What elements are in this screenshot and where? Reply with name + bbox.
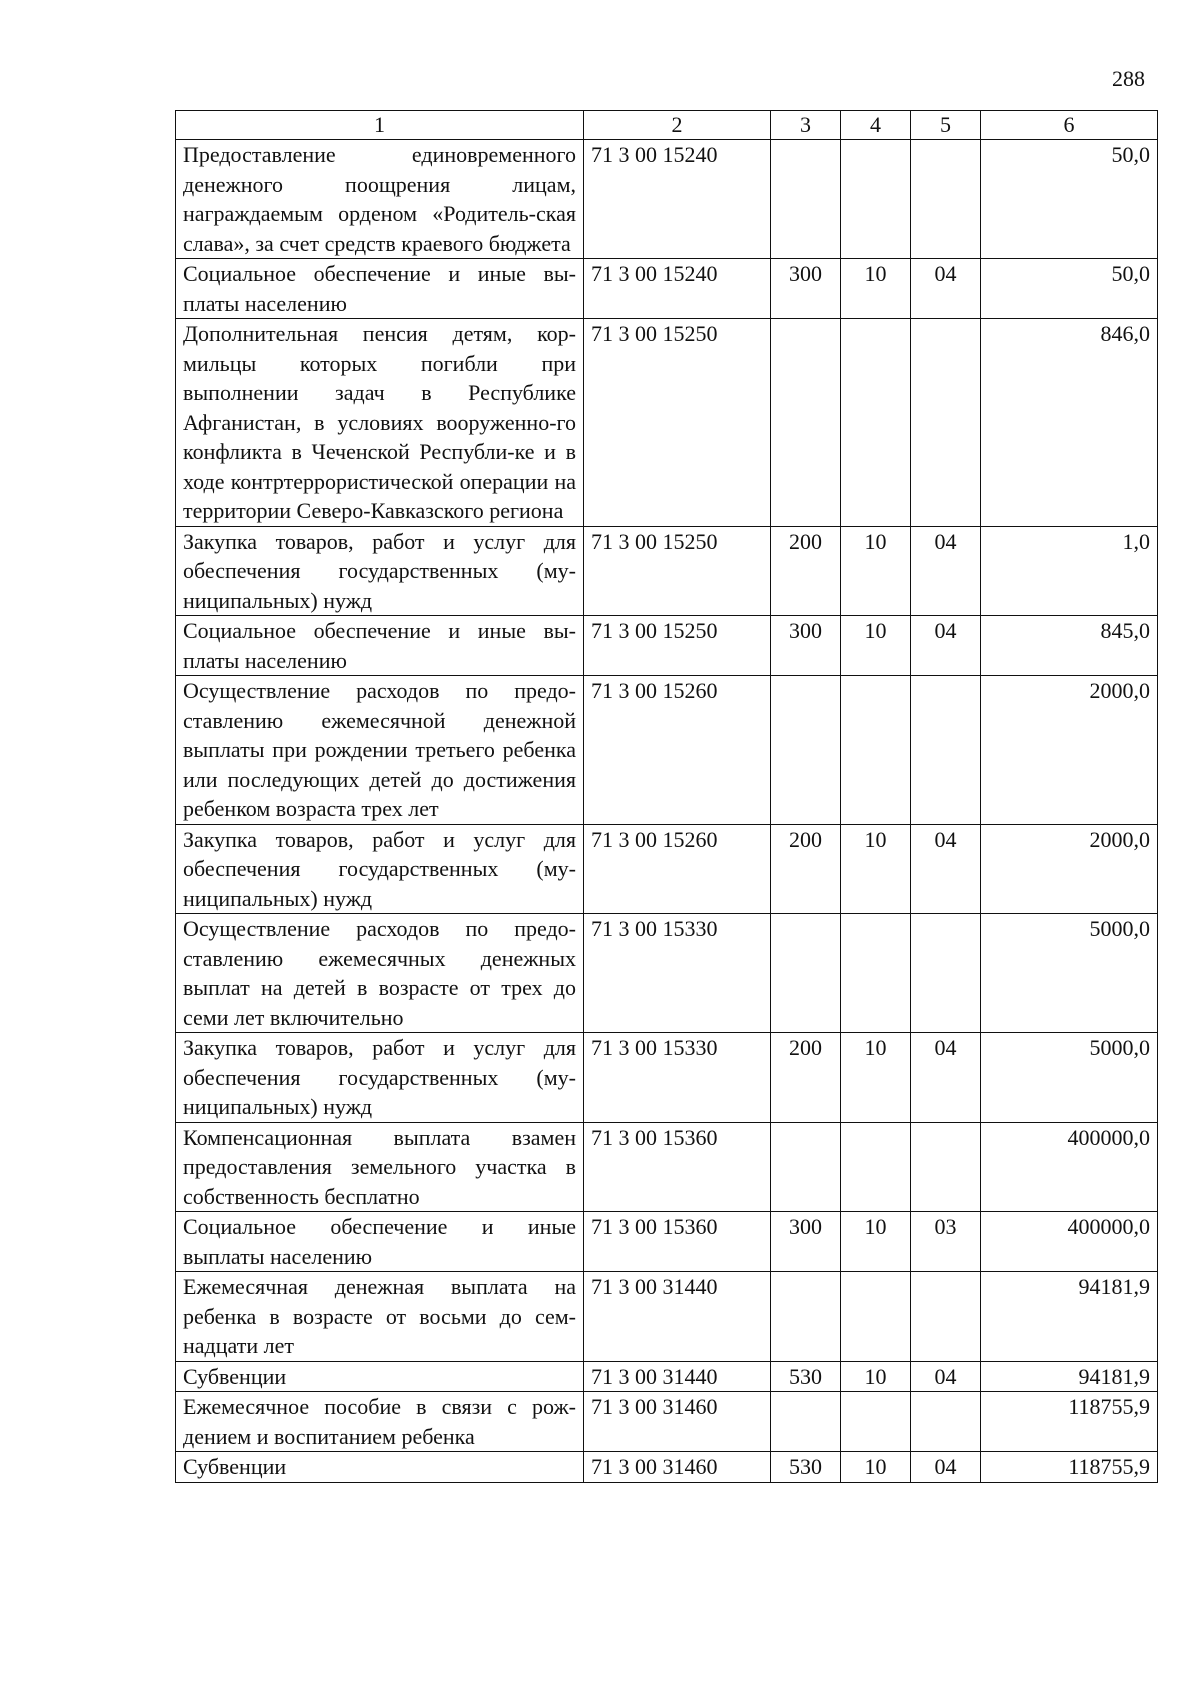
cell-name: Компенсационная выплата взамен предоставления земельного участка в собственность бесплатно bbox=[176, 1122, 584, 1212]
cell-amount: 2000,0 bbox=[981, 824, 1158, 914]
cell-subsection bbox=[911, 1272, 981, 1362]
cell-type bbox=[771, 319, 841, 527]
cell-amount: 118755,9 bbox=[981, 1392, 1158, 1452]
column-header-subsection: 5 bbox=[911, 111, 981, 140]
column-header-type: 3 bbox=[771, 111, 841, 140]
cell-name: Ежемесячное пособие в связи с рож-дением и воспитанием ребенка bbox=[176, 1392, 584, 1452]
cell-code: 71 3 00 15260 bbox=[584, 676, 771, 825]
cell-code: 71 3 00 31460 bbox=[584, 1452, 771, 1483]
cell-section bbox=[841, 1392, 911, 1452]
table-header-row bbox=[176, 111, 1158, 140]
cell-name: Закупка товаров, работ и услуг для обеспечения государственных (му-ниципальных) нужд bbox=[176, 1033, 584, 1123]
cell-code: 71 3 00 31460 bbox=[584, 1392, 771, 1452]
table-row bbox=[176, 1361, 1158, 1392]
cell-subsection: 04 bbox=[911, 824, 981, 914]
cell-type: 200 bbox=[771, 824, 841, 914]
cell-section: 10 bbox=[841, 1033, 911, 1123]
cell-name: Осуществление расходов по предо-ставлению ежемесячной денежной выплаты при рождении третьего ребенка или последующих детей до достижения ребенком возраста трех лет bbox=[176, 676, 584, 825]
cell-section bbox=[841, 319, 911, 527]
cell-amount: 2000,0 bbox=[981, 676, 1158, 825]
cell-code: 71 3 00 15330 bbox=[584, 1033, 771, 1123]
column-header-name: 1 bbox=[176, 111, 584, 140]
cell-code: 71 3 00 31440 bbox=[584, 1272, 771, 1362]
cell-amount: 1,0 bbox=[981, 526, 1158, 616]
table-row bbox=[176, 676, 1158, 825]
cell-name: Социальное обеспечение и иные выплаты населению bbox=[176, 1212, 584, 1272]
cell-type: 530 bbox=[771, 1452, 841, 1483]
table-row bbox=[176, 1452, 1158, 1483]
cell-subsection: 04 bbox=[911, 259, 981, 319]
cell-name: Субвенции bbox=[176, 1361, 584, 1392]
cell-type: 300 bbox=[771, 616, 841, 676]
cell-amount: 94181,9 bbox=[981, 1361, 1158, 1392]
cell-type: 200 bbox=[771, 526, 841, 616]
cell-type: 300 bbox=[771, 259, 841, 319]
cell-name: Закупка товаров, работ и услуг для обеспечения государственных (му-ниципальных) нужд bbox=[176, 526, 584, 616]
cell-subsection: 04 bbox=[911, 526, 981, 616]
cell-code: 71 3 00 15250 bbox=[584, 526, 771, 616]
cell-type: 300 bbox=[771, 1212, 841, 1272]
table-row bbox=[176, 526, 1158, 616]
cell-code: 71 3 00 15250 bbox=[584, 319, 771, 527]
table-row bbox=[176, 319, 1158, 527]
cell-amount: 50,0 bbox=[981, 140, 1158, 259]
page-number: 288 bbox=[1112, 66, 1145, 91]
cell-section: 10 bbox=[841, 1361, 911, 1392]
cell-code: 71 3 00 15240 bbox=[584, 140, 771, 259]
cell-amount: 846,0 bbox=[981, 319, 1158, 527]
table-row bbox=[176, 824, 1158, 914]
cell-subsection bbox=[911, 1392, 981, 1452]
cell-section: 10 bbox=[841, 824, 911, 914]
table-row bbox=[176, 1033, 1158, 1123]
cell-name: Социальное обеспечение и иные вы-платы населению bbox=[176, 616, 584, 676]
cell-section: 10 bbox=[841, 526, 911, 616]
budget-table bbox=[175, 110, 1158, 1483]
cell-subsection bbox=[911, 1122, 981, 1212]
column-header-section: 4 bbox=[841, 111, 911, 140]
cell-name: Предоставление единовременного денежного поощрения лицам, награждаемым орденом «Родитель-ская слава», за счет средств краевого бюджета bbox=[176, 140, 584, 259]
cell-type bbox=[771, 140, 841, 259]
cell-amount: 400000,0 bbox=[981, 1122, 1158, 1212]
cell-type bbox=[771, 1122, 841, 1212]
cell-section: 10 bbox=[841, 616, 911, 676]
cell-subsection: 03 bbox=[911, 1212, 981, 1272]
table-row bbox=[176, 140, 1158, 259]
column-header-code: 2 bbox=[584, 111, 771, 140]
cell-type bbox=[771, 1392, 841, 1452]
cell-subsection bbox=[911, 319, 981, 527]
cell-type: 530 bbox=[771, 1361, 841, 1392]
cell-name: Закупка товаров, работ и услуг для обеспечения государственных (му-ниципальных) нужд bbox=[176, 824, 584, 914]
cell-subsection bbox=[911, 676, 981, 825]
cell-code: 71 3 00 15260 bbox=[584, 824, 771, 914]
cell-code: 71 3 00 15330 bbox=[584, 914, 771, 1033]
cell-subsection bbox=[911, 140, 981, 259]
cell-code: 71 3 00 15240 bbox=[584, 259, 771, 319]
cell-section: 10 bbox=[841, 1452, 911, 1483]
cell-name: Осуществление расходов по предо-ставлению ежемесячных денежных выплат на детей в возрасте от трех до семи лет включительно bbox=[176, 914, 584, 1033]
cell-section bbox=[841, 1122, 911, 1212]
cell-amount: 5000,0 bbox=[981, 914, 1158, 1033]
cell-amount: 50,0 bbox=[981, 259, 1158, 319]
cell-code: 71 3 00 15360 bbox=[584, 1212, 771, 1272]
table-row bbox=[176, 1392, 1158, 1452]
cell-subsection: 04 bbox=[911, 1452, 981, 1483]
cell-name: Ежемесячная денежная выплата на ребенка в возрасте от восьми до сем-надцати лет bbox=[176, 1272, 584, 1362]
cell-section bbox=[841, 140, 911, 259]
cell-amount: 118755,9 bbox=[981, 1452, 1158, 1483]
table-row bbox=[176, 914, 1158, 1033]
cell-amount: 5000,0 bbox=[981, 1033, 1158, 1123]
cell-subsection: 04 bbox=[911, 1361, 981, 1392]
table-row bbox=[176, 1272, 1158, 1362]
cell-section: 10 bbox=[841, 1212, 911, 1272]
cell-amount: 845,0 bbox=[981, 616, 1158, 676]
cell-amount: 94181,9 bbox=[981, 1272, 1158, 1362]
column-header-amount: 6 bbox=[981, 111, 1158, 140]
table-row bbox=[176, 616, 1158, 676]
cell-code: 71 3 00 15360 bbox=[584, 1122, 771, 1212]
cell-subsection bbox=[911, 914, 981, 1033]
cell-section: 10 bbox=[841, 259, 911, 319]
cell-code: 71 3 00 15250 bbox=[584, 616, 771, 676]
cell-type: 200 bbox=[771, 1033, 841, 1123]
cell-section bbox=[841, 914, 911, 1033]
cell-section bbox=[841, 676, 911, 825]
cell-type bbox=[771, 676, 841, 825]
cell-subsection: 04 bbox=[911, 616, 981, 676]
table-row bbox=[176, 1122, 1158, 1212]
cell-type bbox=[771, 914, 841, 1033]
cell-section bbox=[841, 1272, 911, 1362]
cell-name: Социальное обеспечение и иные вы-платы населению bbox=[176, 259, 584, 319]
table-row bbox=[176, 1212, 1158, 1272]
cell-code: 71 3 00 31440 bbox=[584, 1361, 771, 1392]
cell-name: Дополнительная пенсия детям, кор-мильцы которых погибли при выполнении задач в Республике Афганистан, в условиях вооруженно-го конфликта в Чеченской Республи-ке и в ходе контртеррористической операции на территории Северо-Кавказского региона bbox=[176, 319, 584, 527]
table-row bbox=[176, 259, 1158, 319]
cell-name: Субвенции bbox=[176, 1452, 584, 1483]
cell-subsection: 04 bbox=[911, 1033, 981, 1123]
cell-amount: 400000,0 bbox=[981, 1212, 1158, 1272]
cell-type bbox=[771, 1272, 841, 1362]
